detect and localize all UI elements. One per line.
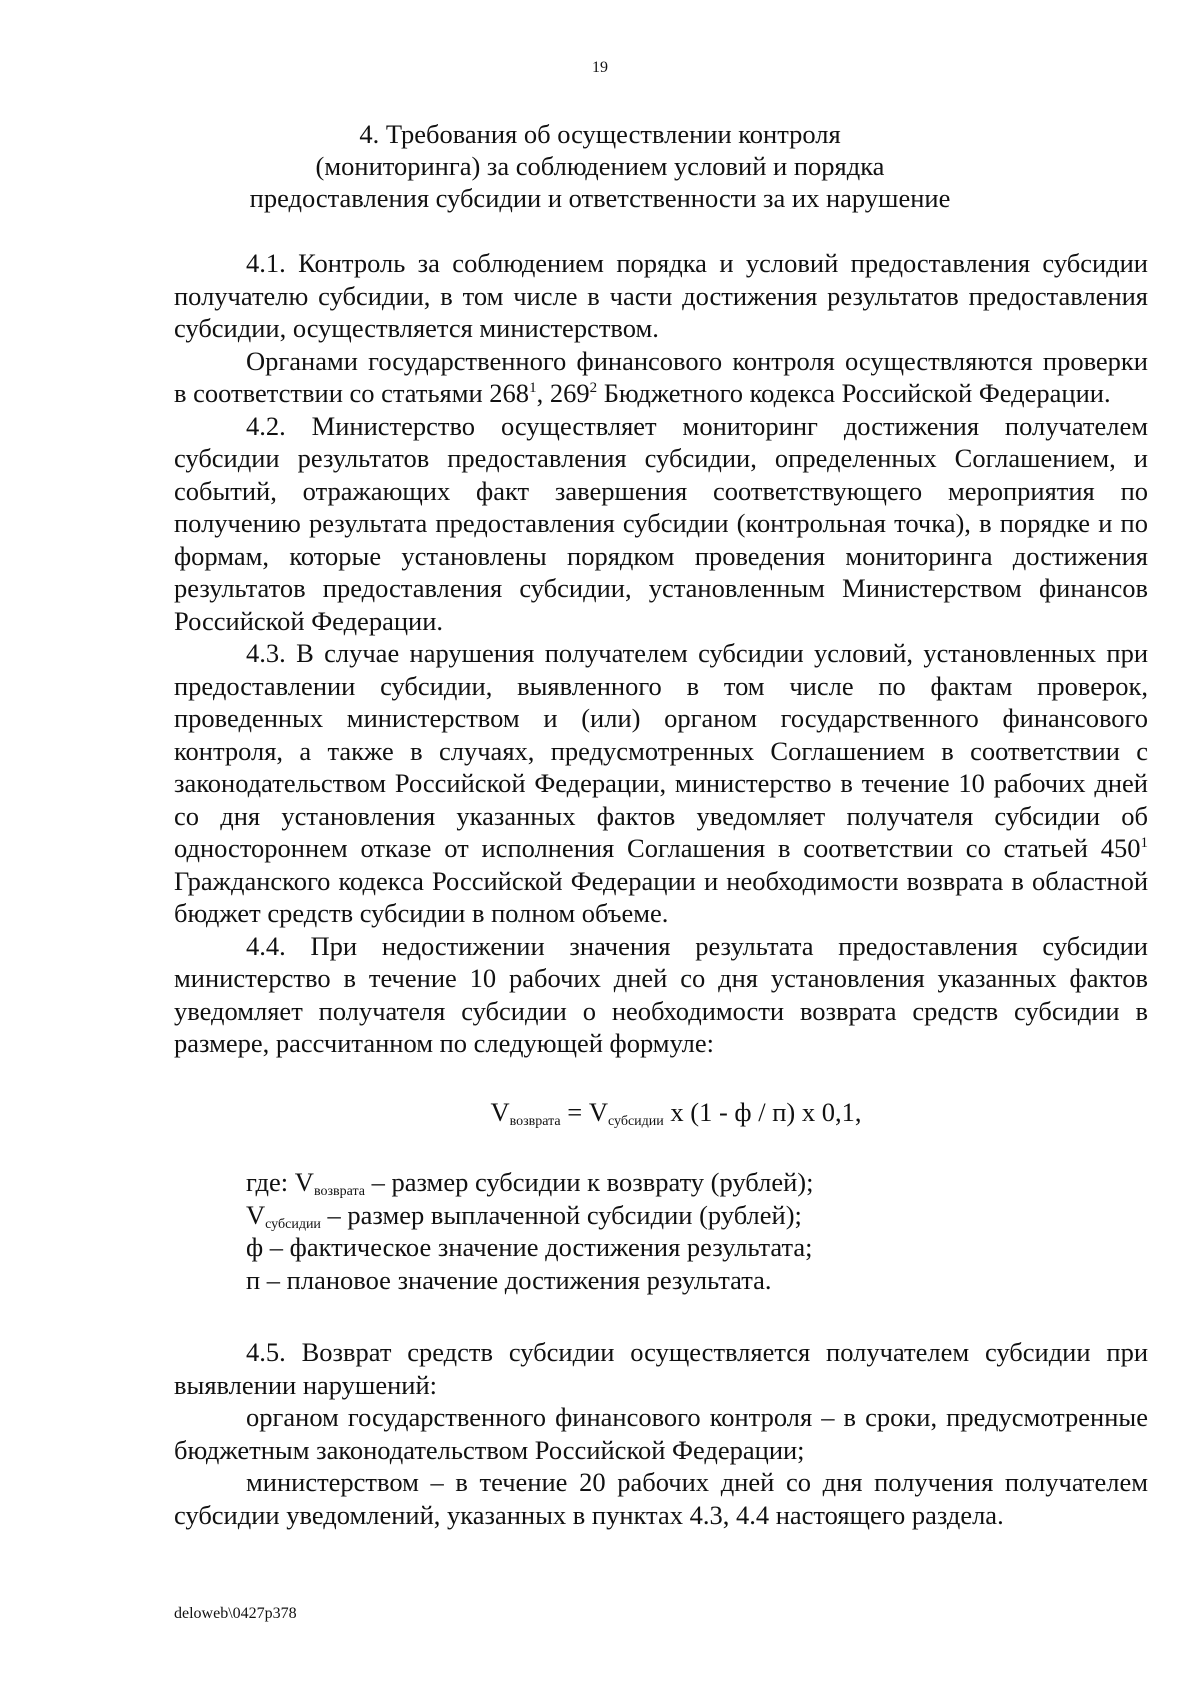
- paragraph-4-3-text-end: Гражданского кодекса Российской Федерации и необходимости возврата в областной бюджет средств субсидии в полном объеме.: [174, 865, 1148, 928]
- formula-v-return: V: [490, 1096, 510, 1127]
- refund-formula: [174, 1096, 1148, 1129]
- document-reference-footer: deloweb\0427p378: [174, 1605, 297, 1622]
- formula-legend: [174, 1166, 1148, 1296]
- article-268-superscript: 1: [529, 380, 537, 396]
- legend-sub-return: возврата: [313, 1184, 365, 1199]
- legend-line-v-subsidy: [174, 1199, 1148, 1232]
- formula-rest: х (1 - ф / п) х 0,1,: [663, 1096, 862, 1127]
- legend-v-return: V: [294, 1167, 314, 1197]
- legend-prefix: где:: [246, 1167, 295, 1197]
- section-title: [230, 118, 970, 214]
- paragraph-4-3: [174, 637, 1148, 930]
- paragraph-4-5-ministry: министерством – в течение 20 рабочих дней со дня получения получателем субсидии уведомлений, указанных в пунктах 4.3, 4.4 настоящего раздела.: [174, 1467, 1148, 1530]
- paragraph-4-5: 4.5. Возврат средств субсидии осуществляется получателем субсидии при выявлении нарушений:: [174, 1337, 1148, 1400]
- legend-line-actual: ф – фактическое значение достижения результата;: [246, 1232, 813, 1262]
- page-number: 19: [592, 59, 608, 76]
- paragraph-4-4: 4.4. При недостижении значения результата предоставления субсидии министерство в течение 10 рабочих дней со дня установления указанных фактов уведомляет получателя субсидии о необходимости возврата средств субсидии в размере, рассчитанном по следующей формуле:: [174, 930, 1148, 1058]
- formula-equals: =: [560, 1096, 589, 1127]
- paragraph-4-1-audit: [174, 345, 1148, 410]
- section-body: [174, 247, 1148, 1531]
- section-title-line-3: предоставления субсидии и ответственности за их нарушение: [249, 183, 951, 213]
- paragraph-4-1-audit-text-end: Бюджетного кодекса Российской Федерации.: [597, 378, 1111, 408]
- formula-v-subsidy: V: [588, 1096, 608, 1127]
- legend-line-v-return: [174, 1166, 1148, 1199]
- paragraph-4-5-control-body: органом государственного финансового контроля – в сроки, предусмотренные бюджетным законодательством Российской Федерации;: [174, 1402, 1148, 1465]
- paragraph-4-2: 4.2. Министерство осуществляет мониторинг достижения получателем субсидии результатов предоставления субсидии, определенных Соглашением, и событий, отражающих факт завершения соответствующего мероприятия по получению результата предоставления субсидии (контрольная точка), в порядке и по формам, которые установлены порядком проведения мониторинга достижения результатов предоставления субсидии, установленным Министерством финансов Российской Федерации.: [174, 410, 1148, 636]
- formula-sub-subsidy: субсидии: [608, 1113, 664, 1129]
- formula-sub-return: возврата: [509, 1113, 561, 1129]
- section-title-line-2: (мониторинга) за соблюдением условий и порядка: [315, 151, 885, 181]
- legend-v-return-text: – размер субсидии к возврату (рублей);: [364, 1167, 814, 1197]
- legend-v-subsidy: V: [246, 1199, 266, 1230]
- legend-v-subsidy-text: – размер выплаченной субсидии (рублей);: [320, 1199, 802, 1230]
- article-450-superscript: 1: [1140, 835, 1148, 851]
- paragraph-4-1-audit-text-mid: , 269: [536, 378, 590, 408]
- legend-sub-subsidy: субсидии: [265, 1216, 321, 1232]
- paragraph-4-1: 4.1. Контроль за соблюдением порядка и условий предоставления субсидии получателю субсидии, в том числе в части достижения результатов предоставления субсидии, осуществляется министерством.: [174, 248, 1148, 343]
- paragraph-4-3-text-start: 4.3. В случае нарушения получателем субсидии условий, установленных при предоставлении субсидии, выявленного в том числе по фактам проверок, проведенных министерством и (или) органом государственного финансового контроля, а также в случаях, предусмотренных Соглашением в соответствии с законодательством Российской Федерации, министерство в течение 10 рабочих дней со дня установления указанных фактов уведомляет получателя субсидии об одностороннем отказе от исполнения Соглашения в соответствии со статьей 450: [174, 638, 1148, 863]
- article-269-superscript: 2: [589, 380, 598, 396]
- section-title-line-1: 4. Требования об осуществлении контроля: [359, 119, 841, 149]
- legend-line-planned: п – плановое значение достижения результата.: [246, 1264, 772, 1295]
- paragraph-4-1-audit-text-start: Органами государственного финансового контроля осуществляются проверки в соответствии со статьями 268: [174, 345, 1148, 408]
